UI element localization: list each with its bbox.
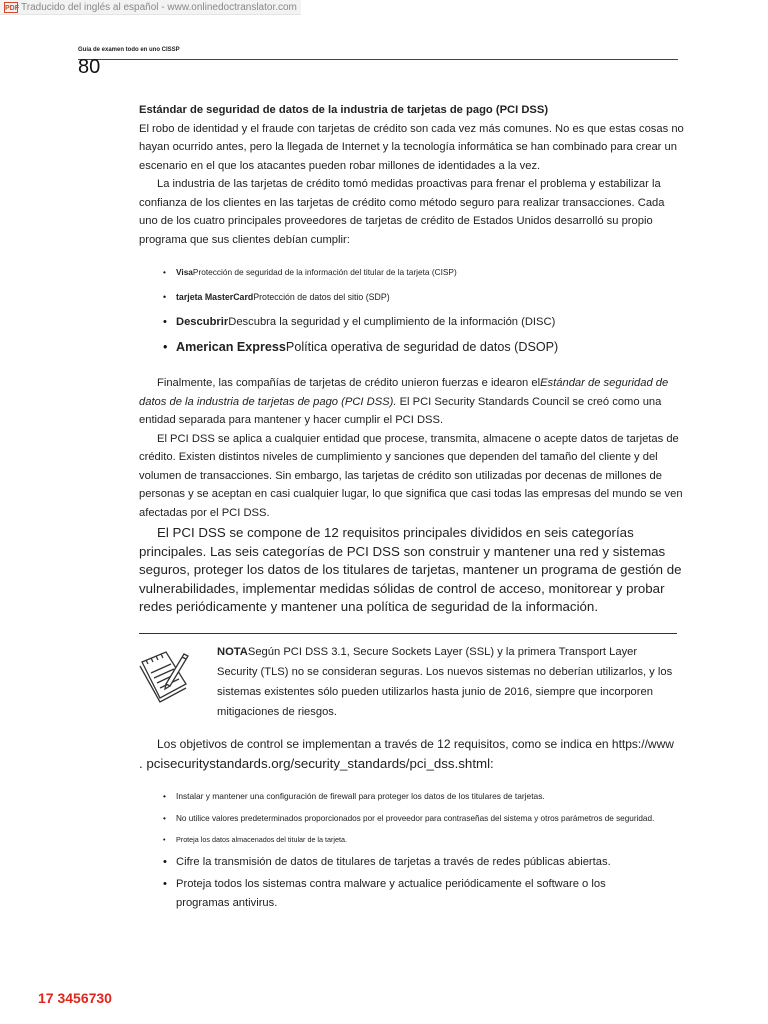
- note-text: Según PCI DSS 3.1, Secure Sockets Layer (SSL) y la primera Transport Layer Security (TLS) no se consideran seguras. Los nuevos sistemas no deberían utilizarlos, y los sistemas existentes sólo pueden utilizarlos hasta junio de 2016, siempre que incorporen mitigaciones de riesgos.: [217, 646, 673, 718]
- pdf-icon: PDF: [4, 2, 18, 13]
- para3-before: Finalmente, las compañías de tarjetas de crédito unieron fuerzas e idearon el: [157, 377, 541, 389]
- notepad-pencil-icon: [136, 640, 192, 706]
- para6: [139, 734, 684, 774]
- paragraph-5: El PCI DSS se compone de 12 requisitos principales divididos en seis categorías principales. Las seis categorías de PCI DSS son construir y mantener una red y sistemas seguros, proteger los datos de los titulares de tarjetas, mantener un programa de gestión de vulnerabilidades, implementar medidas sólidas de control de acceso, monitorear y probar redes periódicamente y mantener una política de seguridad de la información.: [139, 525, 682, 614]
- note-rule: [139, 633, 677, 634]
- list-item: • Instalar y mantener una configuración de firewall para proteger los datos de los titulares de tarjetas.: [163, 790, 683, 803]
- list-item: [163, 266, 683, 279]
- list-item: • Proteja todos los sistemas contra malware y actualice periódicamente el software o los programas antivirus.: [163, 875, 616, 913]
- list-item: [163, 339, 683, 355]
- program-desc: Descubra la seguridad y el cumplimiento de la información (DISC): [228, 316, 556, 328]
- section-body: [139, 101, 684, 249]
- program-name: American Express: [176, 340, 286, 354]
- para6-line1: Los objetivos de control se implementan a través de 12 requisitos, como se indica en https://www: [157, 737, 674, 751]
- list-item: [163, 291, 683, 304]
- page-number: 80: [78, 56, 101, 78]
- paragraph-2: La industria de las tarjetas de crédito tomó medidas proactivas para frenar el problema y estabilizar la confianza de los clientes en las tarjetas de crédito como método seguro para realizar transacciones. Cada uno de los cuatro principales proveedores de tarjetas de crédito de Estados Unidos desarrolló su propio programa que sus clientes debían cumplir:: [139, 178, 665, 246]
- pci-dss-title: Estándar de seguridad de datos de la industria de tarjetas de pago (PCI DSS).: [139, 377, 669, 408]
- paragraph-4: El PCI DSS se aplica a cualquier entidad que procese, transmita, almacene o acepte datos de tarjetas de crédito. Existen distintos niveles de cumplimiento y sanciones que dependen del tamaño del cliente y del volumen de transacciones. Sin embargo, las tarjetas de crédito son utilizadas por decenas de millones de personas y se aceptan en casi cualquier lugar, lo que significa que casi todas las empresas del mundo se ven afectadas por el PCI DSS.: [139, 432, 683, 519]
- para3-after: El PCI Security Standards Council se creó como una entidad separada para mantener y hacer cumplir el PCI DSS.: [139, 395, 662, 426]
- program-name: Descubrir: [176, 316, 229, 328]
- list-item: • No utilice valores predeterminados proporcionados por el proveedor para contraseñas del sistema y otros parámetros de seguridad.: [163, 809, 683, 829]
- list-item: [163, 315, 683, 329]
- program-list: [163, 266, 683, 355]
- header-rule: [78, 59, 678, 60]
- list-item: • Proteja los datos almacenados del titular de la tarjeta.: [163, 833, 683, 846]
- paragraph-1: El robo de identidad y el fraude con tarjetas de crédito son cada vez más comunes. No es que estas cosas no hayan ocurrido antes, pero la llegada de Internet y la tecnología informática se han combinado para crear un escenario en el que los atacantes pueden robar millones de identidades a la vez.: [139, 122, 684, 172]
- note-box: [217, 642, 677, 722]
- list-item: • Cifre la transmisión de datos de titulares de tarjetas a través de redes públicas abiertas.: [163, 855, 683, 870]
- translation-banner-text[interactable]: Traducido del inglés al español - www.onlinedoctranslator.com: [21, 1, 297, 13]
- program-desc: Protección de datos del sitio (SDP): [253, 292, 390, 302]
- program-name: Visa: [176, 267, 193, 277]
- body-continued: [139, 374, 684, 617]
- translation-banner[interactable]: [0, 0, 301, 15]
- program-desc: Protección de seguridad de la información del titular de la tarjeta (CISP): [192, 267, 457, 277]
- document-id-stamp: 17 3456730: [38, 990, 112, 1006]
- requirements-list: [163, 790, 683, 913]
- program-name: tarjeta MasterCard: [176, 292, 254, 302]
- program-desc: Política operativa de seguridad de datos (DSOP): [285, 340, 559, 354]
- running-head: Guía de examen todo en uno CISSP: [78, 47, 180, 53]
- note-label: NOTA: [217, 646, 248, 658]
- paragraph-3: [139, 374, 684, 430]
- para6-line2: . pcisecuritystandards.org/security_standards/pci_dss.shtml:: [139, 756, 494, 771]
- section-title: Estándar de seguridad de datos de la industria de tarjetas de pago (PCI DSS): [139, 104, 549, 116]
